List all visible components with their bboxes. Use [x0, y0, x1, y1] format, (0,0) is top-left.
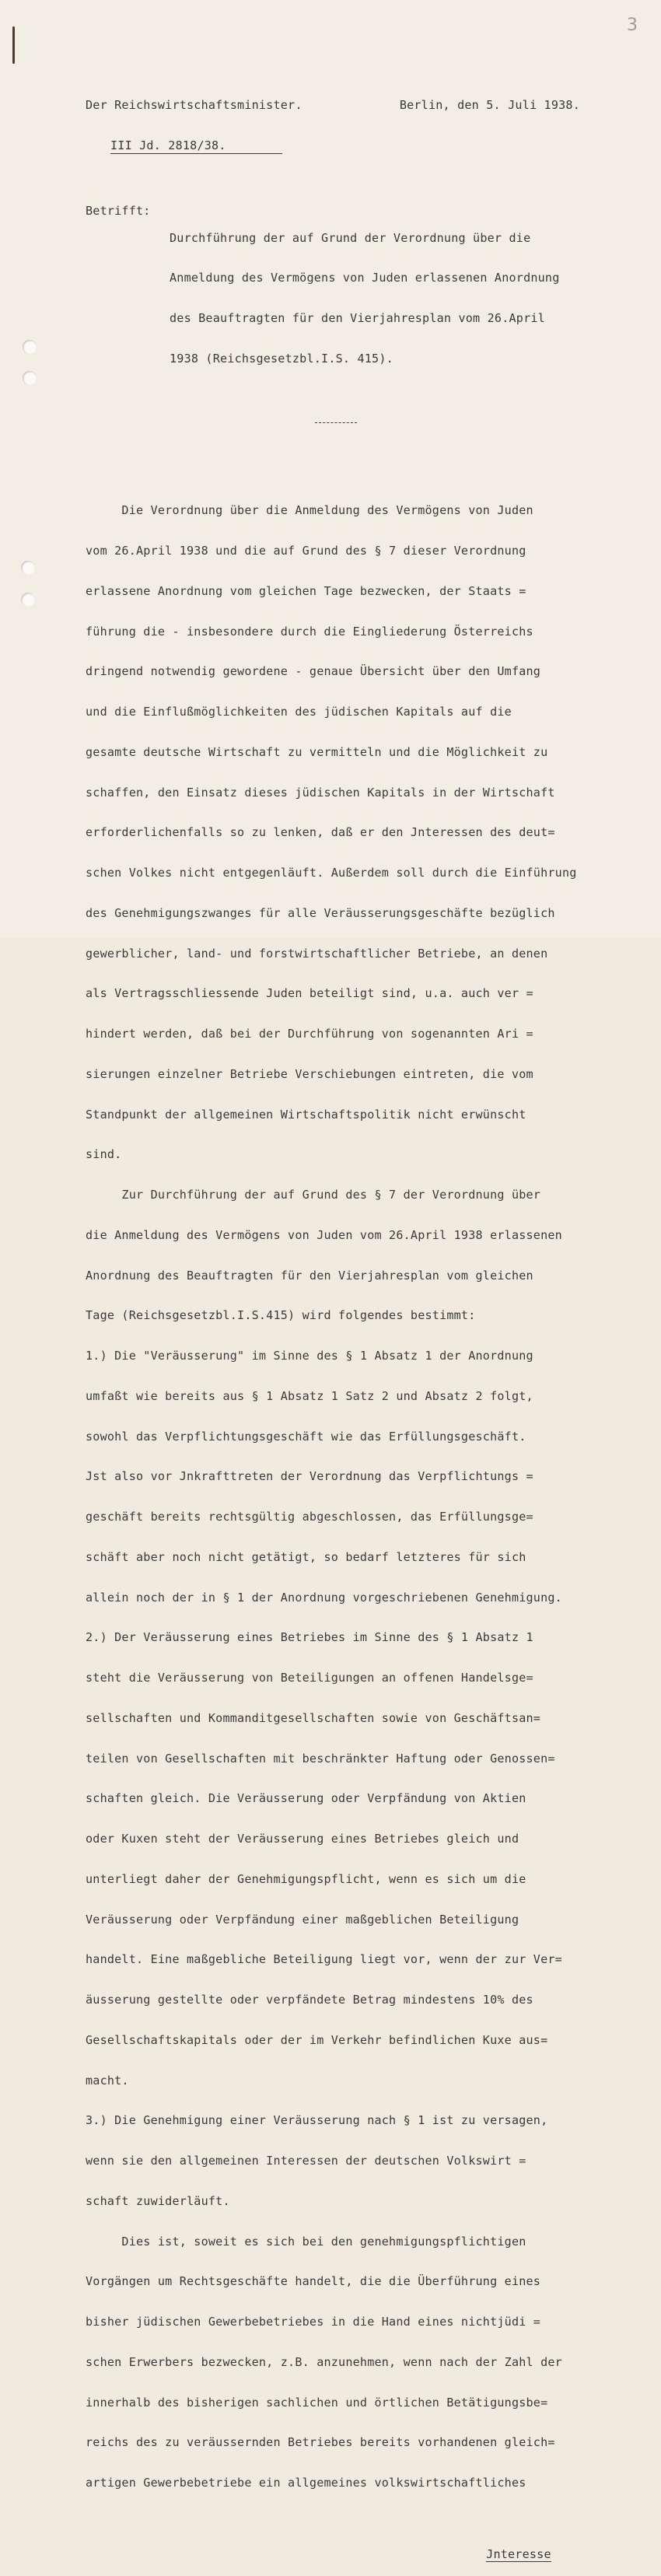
subject-lines [170, 205, 645, 393]
page-number: 3 [627, 16, 638, 35]
body-line: innerhalb des bisherigen sachlichen und örtlichen Betätigungsbe= [86, 2395, 548, 2410]
body-line: schaften gleich. Die Veräusserung oder Verpfändung von Aktien [86, 1791, 526, 1806]
body-line: umfaßt wie bereits aus § 1 Absatz 1 Satz 2 und Absatz 2 folgt, [86, 1388, 533, 1403]
binder-mark [12, 26, 15, 64]
sender: Der Reichswirtschaftsminister. [86, 97, 303, 112]
reference-number: III Jd. 2818/38. [110, 138, 282, 154]
body-line: steht die Veräusserung von Beteiligungen an offenen Handelsge= [86, 1671, 533, 1685]
body-line: geschäft bereits rechtsgültig abgeschlossen, das Erfüllungsge= [86, 1510, 533, 1524]
body-line: Veräusserung oder Verpfändung einer maßgeblichen Beteiligung [86, 1912, 519, 1927]
body-line: artigen Gewerbebetriebe ein allgemeines volkswirtschaftliches [86, 2476, 526, 2490]
body-line: dringend notwendig gewordene - genaue Übersicht über den Umfang [86, 664, 541, 679]
body-line: macht. [86, 2073, 129, 2088]
body-line: schäft aber noch nicht getätigt, so bedarf letzteres für sich [86, 1549, 526, 1564]
body-line: handelt. Eine maßgebliche Beteiligung liegt vor, wenn der zur Ver= [86, 1952, 562, 1967]
body-line: Standpunkt der allgemeinen Wirtschaftspolitik nicht erwünscht [86, 1107, 526, 1122]
body-line: sowohl das Verpflichtungsgeschäft wie das Erfüllungsgeschäft. [86, 1429, 526, 1444]
punch-hole [21, 593, 35, 607]
letter-text [86, 72, 645, 2576]
body-line: Zur Durchführung der auf Grund des § 7 der Verordnung über [86, 1188, 541, 1202]
body-line: 1.) Die "Veräusserung" im Sinne des § 1 Absatz 1 der Anordnung [86, 1349, 533, 1363]
body-line: schaffen, den Einsatz dieses jüdischen Kapitals in der Wirtschaft [86, 785, 555, 800]
subject-line: des Beauftragten für den Vierjahresplan vom 26.April [170, 311, 545, 325]
body-line: Jst also vor Jnkrafttreten der Verordnung das Verpflichtungs = [86, 1469, 533, 1484]
body-line: des Genehmigungszwanges für alle Veräusserungsgeschäfte bezüglich [86, 905, 555, 920]
body-line: gesamte deutsche Wirtschaft zu vermitteln und die Möglichkeit zu [86, 744, 548, 759]
body-line: oder Kuxen steht der Veräusserung eines Betriebes gleich und [86, 1832, 519, 1846]
body-line: Gesellschaftskapitals oder der im Verkehr befindlichen Kuxe aus= [86, 2032, 548, 2047]
body-line: allein noch der in § 1 der Anordnung vorgeschriebenen Genehmigung. [86, 1590, 562, 1605]
subject-line: 1938 (Reichsgesetzbl.I.S. 415). [170, 351, 393, 366]
body-line: vom 26.April 1938 und die auf Grund des § 7 dieser Verordnung [86, 544, 526, 558]
punch-hole [23, 340, 37, 354]
body-line: 3.) Die Genehmigung einer Veräusserung nach § 1 ist zu versagen, [86, 2113, 548, 2128]
subject-line: Anmeldung des Vermögens von Juden erlassenen Anordnung [170, 271, 560, 285]
body-line: sierungen einzelner Betriebe Verschiebungen eintreten, die vom [86, 1066, 533, 1081]
body-line: bisher jüdischen Gewerbebetriebes in die Hand eines nichtjüdi = [86, 2315, 541, 2329]
body-line: hindert werden, daß bei der Durchführung von sogenannten Ari = [86, 1027, 533, 1041]
body-line: die Anmeldung des Vermögens von Juden vom 26.April 1938 erlassenen [86, 1227, 562, 1242]
place-date: Berlin, den 5. Juli 1938. [399, 97, 580, 112]
closing-catchword: Jnteresse [486, 2547, 551, 2562]
body-line: erforderlichenfalls so zu lenken, daß er den Jnteressen des deut= [86, 825, 555, 840]
body-line: erlassene Anordnung vom gleichen Tage bezwecken, der Staats = [86, 583, 526, 598]
body-line: unterliegt daher der Genehmigungspflicht, wenn es sich um die [86, 1871, 526, 1886]
body-line: sellschaften und Kommanditgesellschaften sowie von Geschäftsan= [86, 1710, 541, 1725]
body-line: sind. [86, 1147, 122, 1162]
body-line: gewerblicher, land- und forstwirtschaftlicher Betriebe, an denen [86, 946, 548, 961]
body-line: Dies ist, soweit es sich bei den genehmigungspflichtigen [86, 2234, 526, 2249]
body-line: schen Volkes nicht entgegenläuft. Außerdem soll durch die Einführung [86, 866, 577, 880]
body-line: 2.) Der Veräusserung eines Betriebes im Sinne des § 1 Absatz 1 [86, 1630, 533, 1645]
body-line: schen Erwerbers bezwecken, z.B. anzunehmen, wenn nach der Zahl der [86, 2354, 562, 2369]
subject-line: Durchführung der auf Grund der Verordnung über die [170, 230, 531, 245]
body-line: äusserung gestellte oder verpfändete Betrag mindestens 10% des [86, 1993, 533, 2007]
body-line: teilen von Gesellschaften mit beschränkter Haftung oder Genossen= [86, 1751, 555, 1766]
punch-hole [23, 371, 37, 385]
body-line: schaft zuwiderläuft. [86, 2193, 230, 2208]
body-line: wenn sie den allgemeinen Interessen der deutschen Volkswirt = [86, 2154, 526, 2168]
body-line: als Vertragsschliessende Juden beteiligt sind, u.a. auch ver = [86, 986, 533, 1001]
body-line: Anordnung des Beauftragten für den Vierjahresplan vom gleichen [86, 1268, 533, 1283]
subject-label: Betrifft: [86, 204, 151, 218]
subject-divider [315, 419, 357, 423]
body-line: führung die - insbesondere durch die Eingliederung Österreichs [86, 624, 533, 639]
body-line: Die Verordnung über die Anmeldung des Vermögens von Juden [86, 503, 533, 518]
body-line: und die Einflußmöglichkeiten des jüdischen Kapitals auf die [86, 705, 512, 719]
body-line: Vorgängen um Rechtsgeschäfte handelt, die die Überführung eines [86, 2274, 541, 2289]
subject-block [86, 205, 645, 393]
body-line: reichs des zu veräussernden Betriebes bereits vorhandenen gleich= [86, 2435, 555, 2450]
letter-body [86, 478, 645, 2517]
letter-header [86, 99, 580, 112]
body-line: Tage (Reichsgesetzbl.I.S.415) wird folgendes bestimmt: [86, 1308, 476, 1323]
punch-hole [21, 561, 35, 575]
